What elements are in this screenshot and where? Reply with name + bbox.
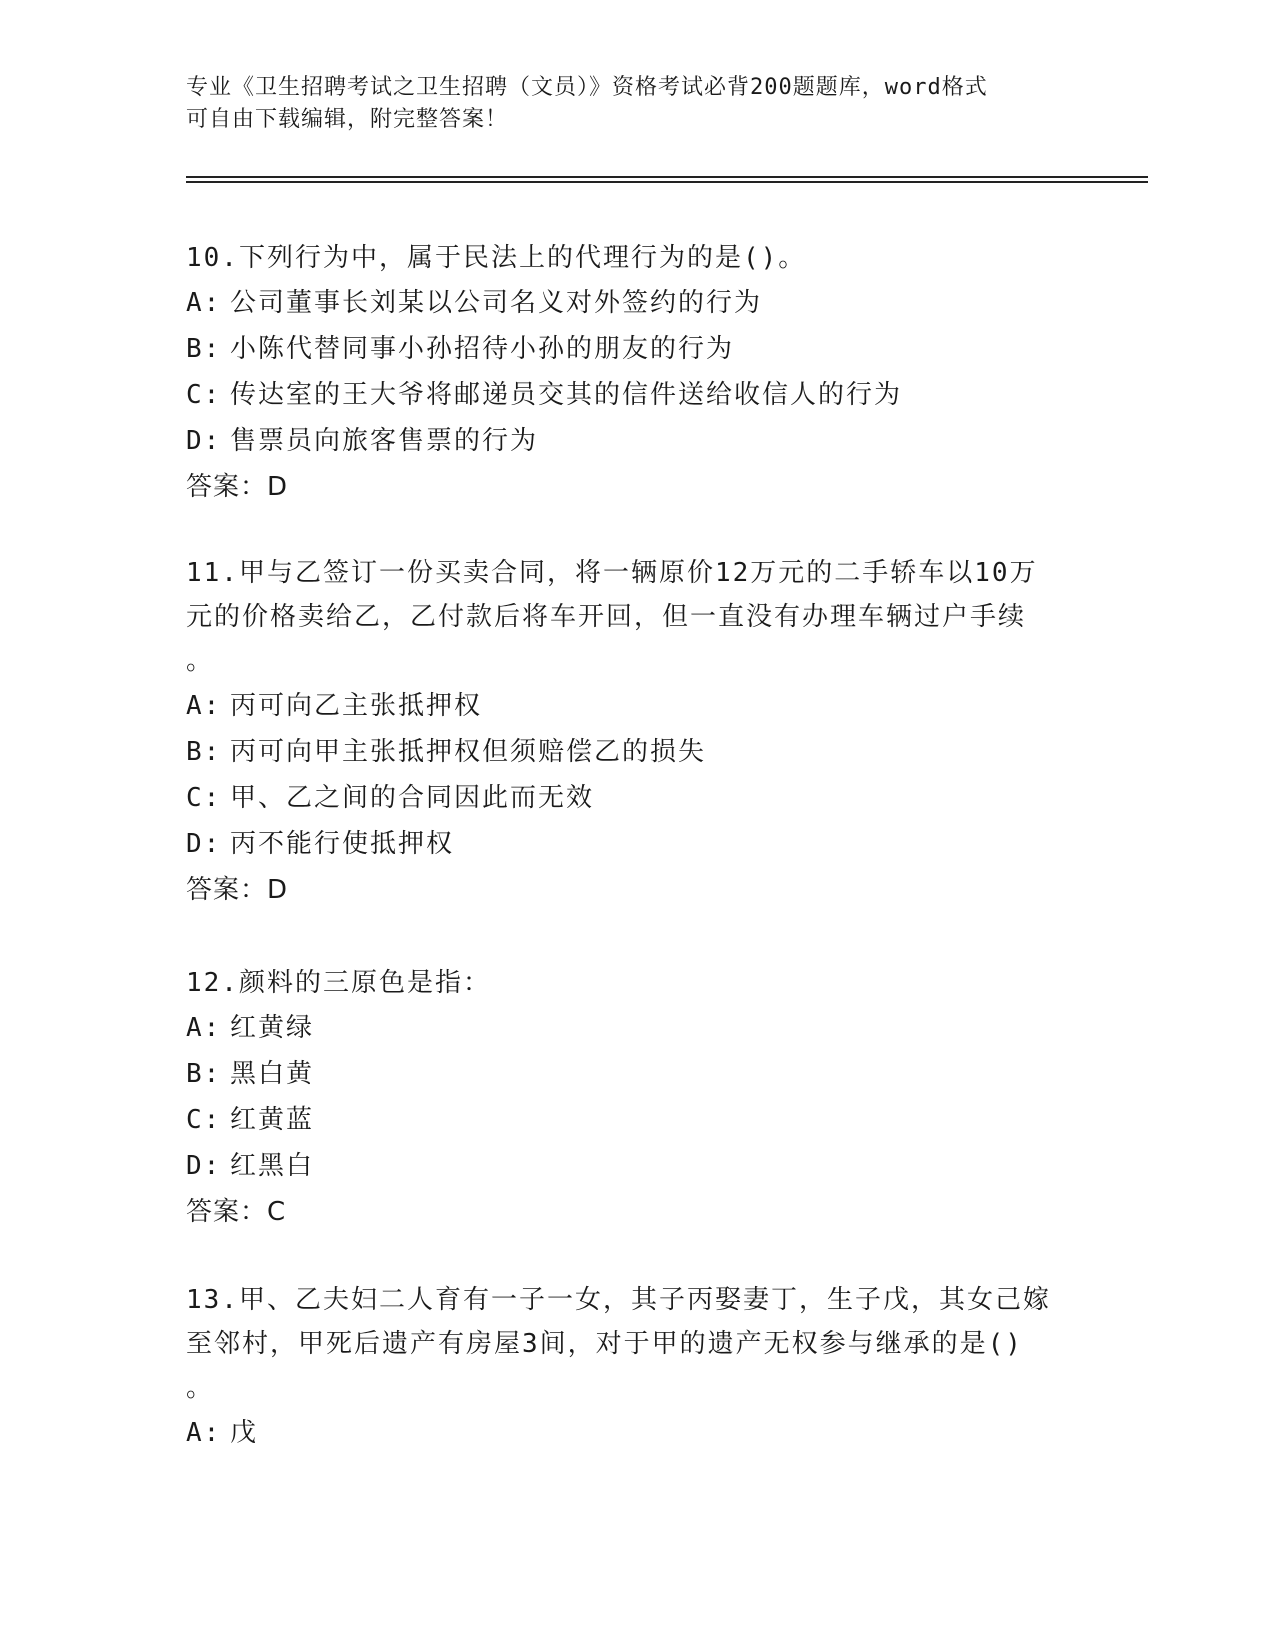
question-11	[186, 551, 1086, 913]
answer-line: 答案：D	[186, 875, 289, 905]
option-text: 黑白黄	[230, 1059, 315, 1089]
question-10	[186, 236, 1086, 510]
option-letter: C:	[186, 380, 222, 410]
option-letter: C:	[186, 1105, 222, 1135]
question-stem-cont: 元的价格卖给乙，乙付款后将车开回，但一直没有办理车辆过户手续	[186, 602, 1027, 632]
option-b	[186, 1051, 1086, 1097]
question-13	[186, 1278, 1086, 1456]
option-a	[186, 280, 1086, 326]
question-stem-cont: 至邻村，甲死后遗产有房屋3间，对于甲的遗产无权参与继承的是()	[186, 1329, 1023, 1359]
option-b	[186, 326, 1086, 372]
option-letter: B:	[186, 737, 222, 767]
option-letter: D:	[186, 426, 222, 456]
answer-line: 答案：D	[186, 472, 289, 502]
option-letter: B:	[186, 1059, 222, 1089]
option-d	[186, 821, 1086, 867]
option-b	[186, 729, 1086, 775]
question-12	[186, 961, 1086, 1235]
option-text: 红黄绿	[230, 1013, 315, 1043]
option-text: 公司董事长刘某以公司名义对外签约的行为	[230, 288, 763, 318]
option-text: 丙可向乙主张抵押权	[230, 691, 483, 721]
question-stem-cont: 。	[186, 646, 215, 676]
option-c	[186, 775, 1086, 821]
option-letter: D:	[186, 829, 222, 859]
header-line-1: 专业《卫生招聘考试之卫生招聘（文员）》资格考试必背200题题库，word格式	[186, 75, 988, 100]
header-line-2: 可自由下载编辑，附完整答案！	[186, 107, 509, 132]
option-text: 小陈代替同事小孙招待小孙的朋友的行为	[230, 334, 735, 364]
question-stem: 11.甲与乙签订一份买卖合同，将一辆原价12万元的二手轿车以10万	[186, 558, 1038, 588]
header-divider-bottom	[186, 181, 1148, 183]
option-letter: A:	[186, 1418, 222, 1448]
option-a	[186, 683, 1086, 729]
option-text: 红黑白	[230, 1151, 315, 1181]
option-d	[186, 418, 1086, 464]
option-a	[186, 1005, 1086, 1051]
option-text: 戊	[230, 1418, 259, 1448]
question-stem: 12.颜料的三原色是指：	[186, 968, 491, 998]
option-text: 甲、乙之间的合同因此而无效	[230, 783, 595, 813]
header-divider-top	[186, 176, 1148, 178]
option-text: 丙可向甲主张抵押权但须赔偿乙的损失	[230, 737, 707, 767]
option-c	[186, 372, 1086, 418]
answer-line: 答案：C	[186, 1197, 287, 1227]
option-text: 售票员向旅客售票的行为	[230, 426, 539, 456]
option-text: 传达室的王大爷将邮递员交其的信件送给收信人的行为	[230, 380, 903, 410]
option-letter: A:	[186, 288, 222, 318]
option-letter: A:	[186, 691, 222, 721]
option-letter: D:	[186, 1151, 222, 1181]
option-text: 丙不能行使抵押权	[230, 829, 455, 859]
document-header	[186, 72, 1066, 136]
question-stem: 13.甲、乙夫妇二人育有一子一女，其子丙娶妻丁，生子戊，其女己嫁	[186, 1285, 1051, 1315]
option-text: 红黄蓝	[230, 1105, 315, 1135]
option-letter: C:	[186, 783, 222, 813]
question-stem: 10.下列行为中，属于民法上的代理行为的是()。	[186, 243, 807, 273]
option-letter: A:	[186, 1013, 222, 1043]
option-c	[186, 1097, 1086, 1143]
option-d	[186, 1143, 1086, 1189]
option-a	[186, 1410, 1086, 1456]
option-letter: B:	[186, 334, 222, 364]
question-stem-cont: 。	[186, 1373, 215, 1403]
